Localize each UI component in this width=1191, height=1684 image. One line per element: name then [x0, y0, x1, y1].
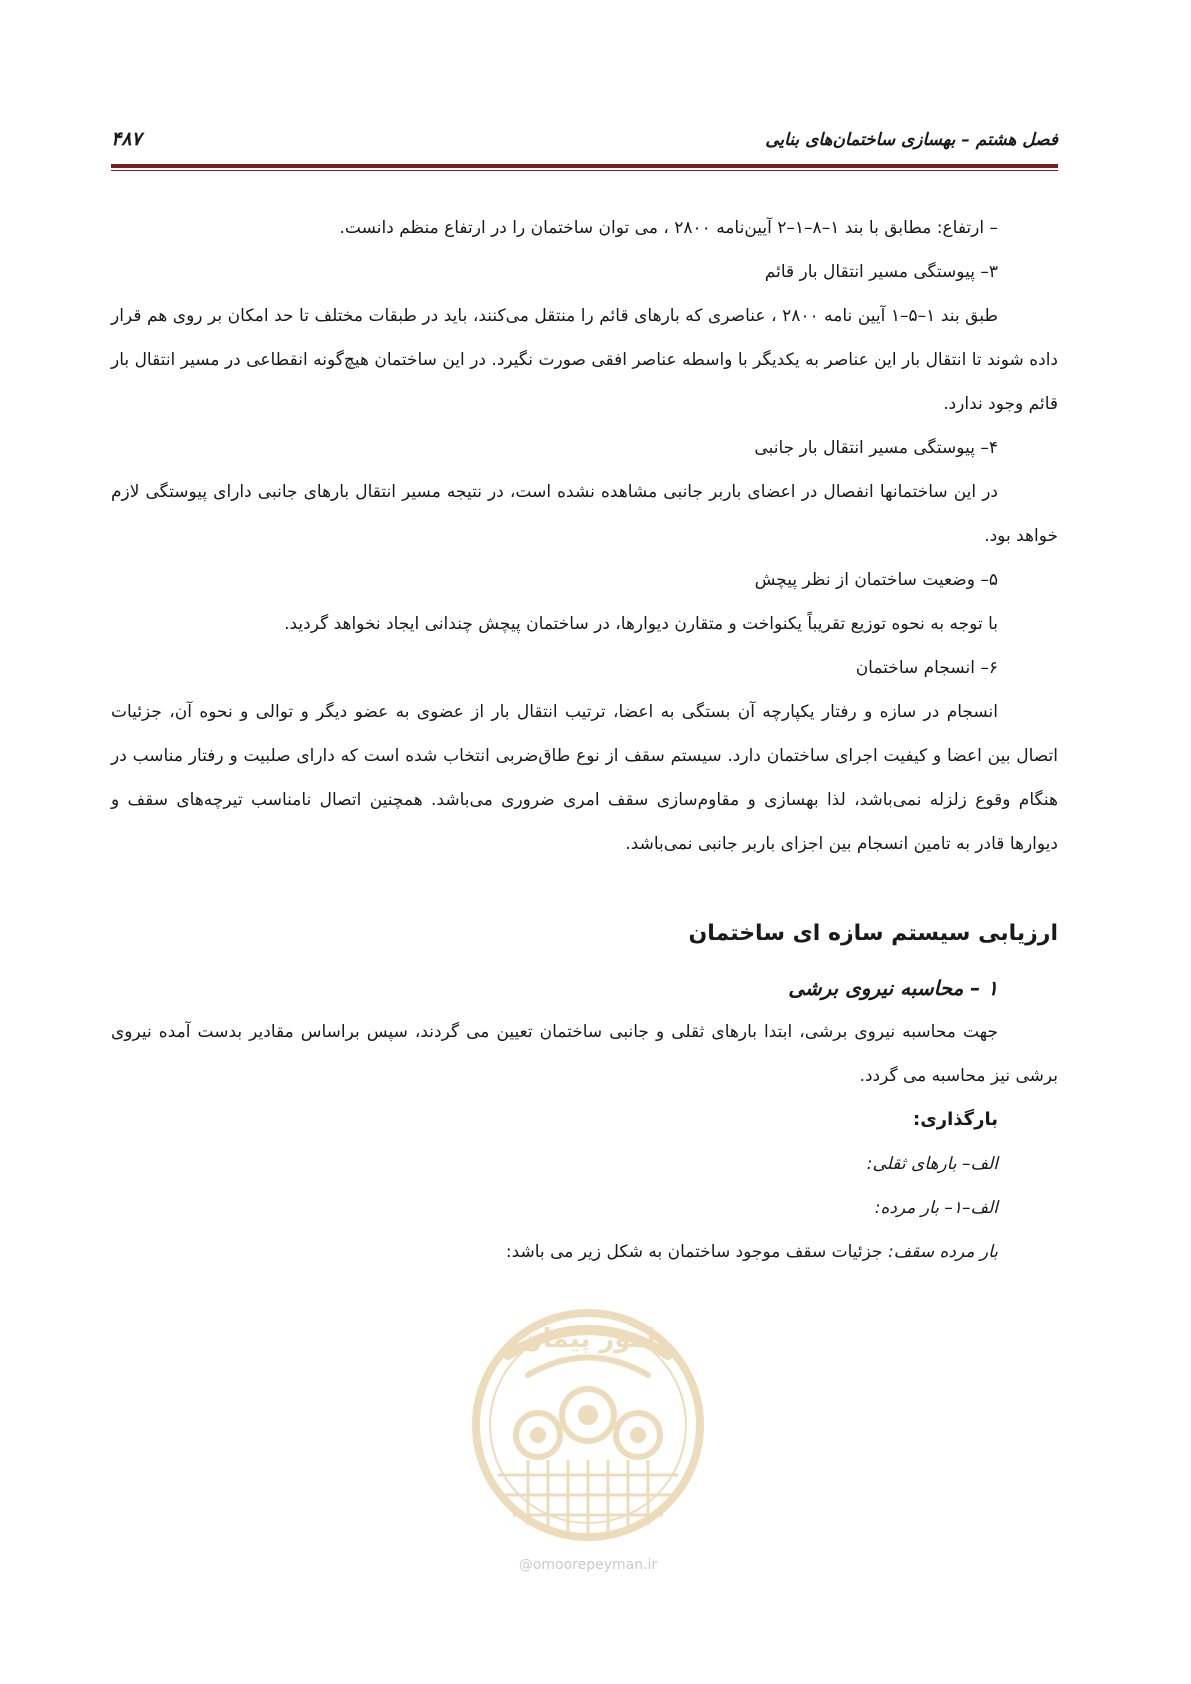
paragraph-shear-force [111, 1010, 1058, 1098]
heading-torsion: ۵– وضعیت ساختمان از نظر پیچش [754, 570, 998, 590]
roof-dead-load-text: جزئیات سقف موجود ساختمان به شکل زیر می باشد: [505, 1242, 888, 1262]
heading-vertical-load-path: ۳– پیوستگی مسیر انتقال بار قائم [764, 262, 998, 282]
page-header [111, 122, 1058, 158]
header-rule-thin [111, 170, 1058, 171]
page-content [111, 206, 1058, 1274]
heading-lateral-load-path: ۴– پیوستگی مسیر انتقال بار جانبی [754, 438, 998, 458]
roof-dead-load-label: بار مرده سقف: [887, 1242, 998, 1262]
gravity-loads-label: الف– بارهای ثقلی: [866, 1154, 998, 1174]
heading-integrity: ۶– انسجام ساختمان [855, 658, 998, 678]
dead-load-label: الف–۱– بار مرده: [874, 1198, 998, 1218]
paragraph-shear-force-text: جهت محاسبه نیروی برشی، ابتدا بارهای ثقلی و جانبی ساختمان تعیین می گردند، سپس براساس مقادیر بدست آمده نیروی برشی نیز محاسبه می گردد. [111, 1022, 1058, 1086]
sub-heading-shear-force: ۱ – محاسبه نیروی برشی [788, 976, 998, 1000]
page-number: ۴۸۷ [111, 128, 142, 150]
paragraph-height: – ارتفاع: مطابق با بند ۱–۸–۱–۲ آیین‌نامه ۲۸۰۰ ، می توان ساختمان را در ارتفاع منظم دانست. [339, 218, 998, 238]
paragraph-lateral-load-path-text: در این ساختمانها انفصال در اعضای باربر جانبی مشاهده نشده است، در نتیجه مسیر انتقال بارهای جانبی دارای پیوستگی لازم خواهد بود. [111, 482, 1058, 546]
loading-label: بارگذاری: [913, 1109, 998, 1130]
paragraph-vertical-load-path-text: طبق بند ۱–۵–۱ آیین نامه ۲۸۰۰ ، عناصری که بارهای قائم را منتقل می‌کنند، باید در طبقات مختلف تا حد امکان بر روی هم قرار داده شوند تا انتقال بار این عناصر به یکدیگر با واسطه عناصر افقی صورت نگیرد. در این ساختمان هیچ‌گونه انقطاعی در مسیر انتقال بار قائم وجود ندارد. [111, 306, 1058, 414]
paragraph-vertical-load-path [111, 294, 1058, 426]
paragraph-lateral-load-path [111, 470, 1058, 558]
header-rule-thick [111, 164, 1058, 168]
paragraph-torsion: با توجه به نحوه توزیع تقریباً یکنواخت و متقارن دیوارها، در ساختمان پیچش چندانی ایجاد نخواهد گردید. [284, 614, 998, 634]
paragraph-integrity-text: انسجام در سازه و رفتار یکپارچه آن بستگی به اعضا، ترتیب انتقال بار از عضوی به عضو دیگر و توالی و نحوه آن، جزئیات اتصال بین اعضا و کیفیت اجرای ساختمان دارد. سیستم سقف از نوع طاق‌ضربی انتخاب شده است که دارای صلبیت و رفتار مناسب در هنگام وقوع زلزله نمی‌باشد، لذا بهسازی و مقاوم‌سازی سقف امری ضروری می‌باشد. همچنین اتصال نامناسب تیرچه‌های سقف و دیوارها قادر به تامین انسجام بین اجزای باربر جانبی نمی‌باشد. [111, 702, 1058, 854]
watermark-logo [468, 1295, 708, 1555]
watermark-url: @omoorepeyman.ir [518, 1557, 658, 1573]
chapter-title: فصل هشتم – بهسازی ساختمان‌های بنایی [765, 130, 1058, 150]
paragraph-integrity [111, 690, 1058, 866]
section-heading: ارزیابی سیستم سازه ای ساختمان [688, 921, 1058, 946]
watermark [468, 1295, 708, 1595]
watermark-logo-text: امور پیمان [520, 1324, 656, 1354]
roof-dead-load-line [111, 1230, 1058, 1274]
